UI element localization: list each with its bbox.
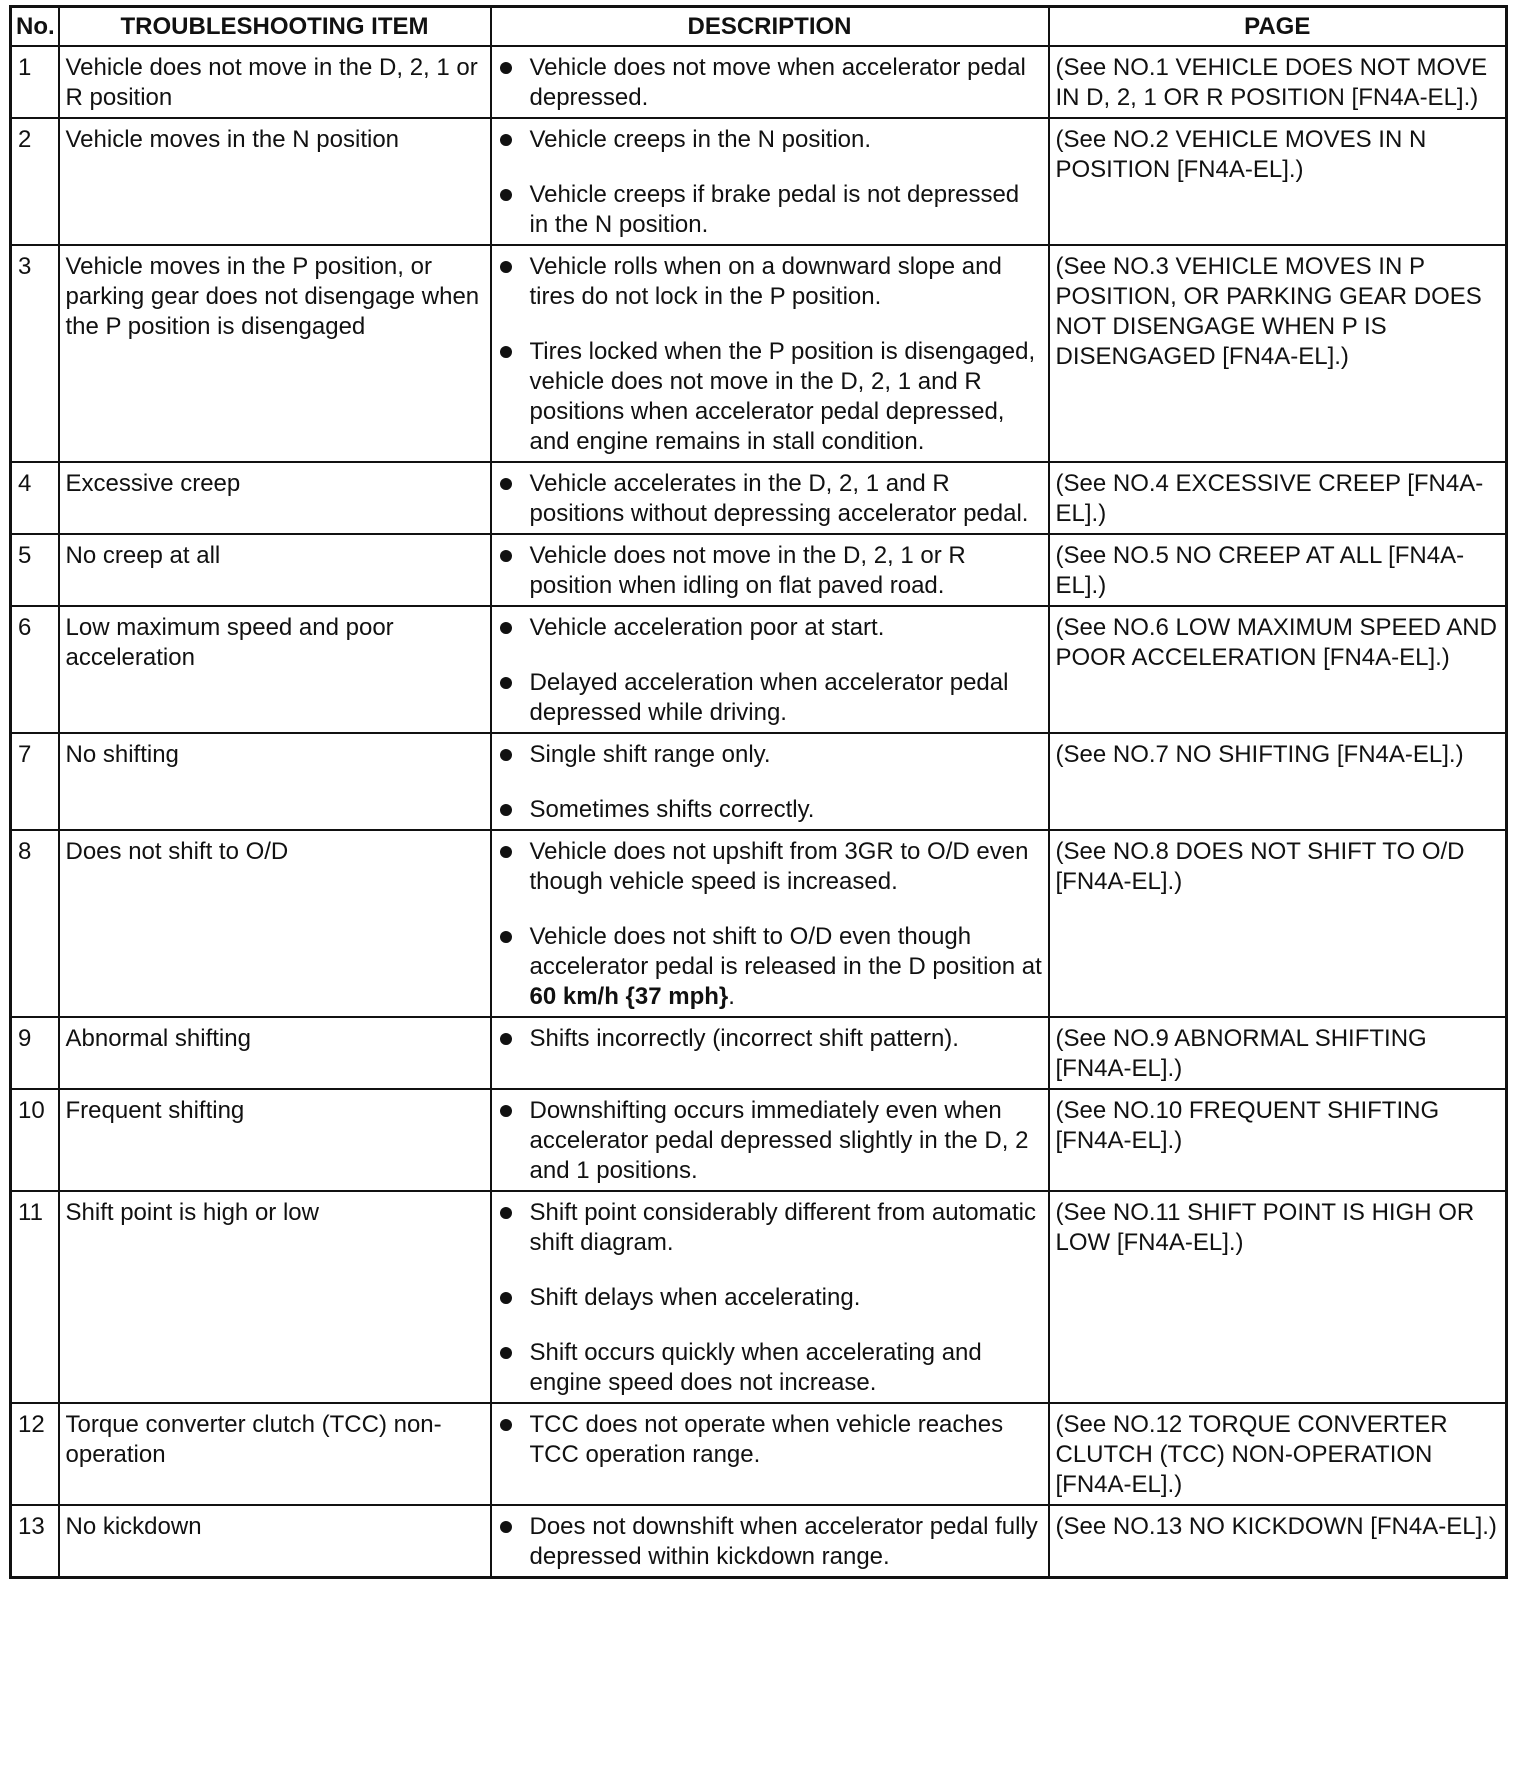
description-bullet [498,337,1044,457]
table-row [11,1017,1507,1089]
bullet-icon [500,931,512,943]
description-bullet [498,795,1044,825]
description-bullet [498,613,1044,643]
troubleshooting-table [9,5,1508,1579]
table-row [11,245,1507,462]
description-text: Single shift range only. [529,741,771,768]
description-bullet [498,252,1044,312]
troubleshooting-item: Frequent shifting [59,1089,491,1191]
description-text: Vehicle rolls when on a downward slope and tires do not lock in the P position. [529,253,1002,310]
troubleshooting-page [9,5,1505,1579]
header-description: DESCRIPTION [491,7,1049,47]
row-number: 3 [11,245,59,462]
troubleshooting-item: Shift point is high or low [59,1191,491,1403]
row-number: 1 [11,46,59,118]
description-bullet [498,668,1044,728]
description-text: Delayed acceleration when accelerator pedal depressed while driving. [529,669,1009,726]
description-cell [491,46,1049,118]
description-text: Shift point considerably different from automatic shift diagram. [529,1199,1036,1256]
table-row [11,462,1507,534]
table-row [11,1191,1507,1403]
bullet-icon [500,261,512,273]
troubleshooting-item: Abnormal shifting [59,1017,491,1089]
header-troubleshooting-item: TROUBLESHOOTING ITEM [59,7,491,47]
page-reference: (See NO.2 VEHICLE MOVES IN N POSITION [FN4A-EL].) [1049,118,1507,245]
description-bullet [498,469,1044,529]
description-text: Vehicle creeps if brake pedal is not depressed in the N position. [529,181,1020,238]
troubleshooting-item: Low maximum speed and poor acceleration [59,606,491,733]
description-text-end: . [728,983,735,1010]
troubleshooting-item: Excessive creep [59,462,491,534]
troubleshooting-item: Vehicle does not move in the D, 2, 1 or R position [59,46,491,118]
table-header-row [11,7,1507,47]
bullet-icon [500,189,512,201]
description-text: Shift delays when accelerating. [529,1284,861,1311]
description-text: Vehicle creeps in the N position. [529,126,872,153]
bullet-icon [500,1033,512,1045]
description-text: Shifts incorrectly (incorrect shift pattern). [529,1025,959,1052]
description-text: Does not downshift when accelerator pedal fully depressed within kickdown range. [529,1513,1038,1570]
bullet-icon [500,1207,512,1219]
bullet-icon [500,478,512,490]
table-row [11,1089,1507,1191]
description-text: Vehicle does not move when accelerator pedal depressed. [529,54,1026,111]
page-reference: (See NO.4 EXCESSIVE CREEP [FN4A-EL].) [1049,462,1507,534]
table-row [11,534,1507,606]
table-row [11,1505,1507,1578]
header-page: PAGE [1049,7,1507,47]
bullet-icon [500,1292,512,1304]
description-cell [491,462,1049,534]
description-bullet [498,180,1044,240]
row-number: 8 [11,830,59,1017]
bullet-icon [500,677,512,689]
row-number: 4 [11,462,59,534]
description-cell [491,1505,1049,1578]
row-number: 6 [11,606,59,733]
bullet-icon [500,1419,512,1431]
row-number: 11 [11,1191,59,1403]
troubleshooting-item: No creep at all [59,534,491,606]
table-row [11,606,1507,733]
troubleshooting-item: Does not shift to O/D [59,830,491,1017]
description-bullet [498,740,1044,770]
troubleshooting-item: Torque converter clutch (TCC) non-operation [59,1403,491,1505]
description-cell [491,245,1049,462]
page-reference: (See NO.3 VEHICLE MOVES IN P POSITION, OR PARKING GEAR DOES NOT DISENGAGE WHEN P IS DISENGAGED [FN4A-EL].) [1049,245,1507,462]
table-row [11,1403,1507,1505]
description-bullet [498,53,1044,113]
row-number: 12 [11,1403,59,1505]
page-reference: (See NO.10 FREQUENT SHIFTING [FN4A-EL].) [1049,1089,1507,1191]
description-text: Tires locked when the P position is disengaged, vehicle does not move in the D, 2, 1 and R positions when accelerator pedal depressed, and engine remains in stall condition. [529,338,1036,455]
description-cell [491,830,1049,1017]
bullet-icon [500,846,512,858]
description-cell [491,534,1049,606]
description-cell [491,1017,1049,1089]
page-reference: (See NO.9 ABNORMAL SHIFTING [FN4A-EL].) [1049,1017,1507,1089]
bullet-icon [500,62,512,74]
description-bullet [498,1198,1044,1258]
page-reference: (See NO.6 LOW MAXIMUM SPEED AND POOR ACCELERATION [FN4A-EL].) [1049,606,1507,733]
description-cell [491,733,1049,830]
row-number: 13 [11,1505,59,1578]
description-cell [491,1191,1049,1403]
header-no: No. [11,7,59,47]
description-bullet [498,541,1044,601]
page-reference: (See NO.13 NO KICKDOWN [FN4A-EL].) [1049,1505,1507,1578]
table-row [11,118,1507,245]
page-reference: (See NO.1 VEHICLE DOES NOT MOVE IN D, 2, 1 OR R POSITION [FN4A-EL].) [1049,46,1507,118]
description-text: Vehicle does not move in the D, 2, 1 or R position when idling on flat paved road. [529,542,966,599]
row-number: 9 [11,1017,59,1089]
description-text: Vehicle accelerates in the D, 2, 1 and R positions without depressing accelerator pedal. [529,470,1029,527]
page-reference: (See NO.7 NO SHIFTING [FN4A-EL].) [1049,733,1507,830]
description-bullet [498,1338,1044,1398]
page-reference: (See NO.11 SHIFT POINT IS HIGH OR LOW [FN4A-EL].) [1049,1191,1507,1403]
bullet-icon [500,622,512,634]
description-cell [491,606,1049,733]
description-cell [491,1403,1049,1505]
description-bullet [498,922,1044,1012]
troubleshooting-item: No shifting [59,733,491,830]
description-text: Vehicle acceleration poor at start. [529,614,885,641]
description-text: Vehicle does not upshift from 3GR to O/D even though vehicle speed is increased. [529,838,1029,895]
description-bullet [498,1283,1044,1313]
bullet-icon [500,346,512,358]
description-bullet [498,1512,1044,1572]
row-number: 10 [11,1089,59,1191]
description-bullet [498,837,1044,897]
description-cell [491,118,1049,245]
page-reference: (See NO.8 DOES NOT SHIFT TO O/D [FN4A-EL].) [1049,830,1507,1017]
table-row [11,733,1507,830]
bullet-icon [500,550,512,562]
bullet-icon [500,1347,512,1359]
row-number: 2 [11,118,59,245]
page-reference: (See NO.12 TORQUE CONVERTER CLUTCH (TCC) NON-OPERATION [FN4A-EL].) [1049,1403,1507,1505]
bullet-icon [500,1521,512,1533]
description-bullet [498,1096,1044,1186]
description-text: TCC does not operate when vehicle reaches TCC operation range. [529,1411,1004,1468]
table-row [11,830,1507,1017]
description-bullet [498,1410,1044,1470]
bullet-icon [500,749,512,761]
description-text: Vehicle does not shift to O/D even though accelerator pedal is released in the D position at [529,923,1042,980]
page-reference: (See NO.5 NO CREEP AT ALL [FN4A-EL].) [1049,534,1507,606]
description-text: Sometimes shifts correctly. [529,796,815,823]
row-number: 5 [11,534,59,606]
troubleshooting-item: Vehicle moves in the P position, or parking gear does not disengage when the P position is disengaged [59,245,491,462]
speed-value: 60 km/h {37 mph} [529,983,729,1010]
description-text: Shift occurs quickly when accelerating and engine speed does not increase. [529,1339,982,1396]
table-row [11,46,1507,118]
bullet-icon [500,804,512,816]
row-number: 7 [11,733,59,830]
description-bullet [498,125,1044,155]
troubleshooting-item: Vehicle moves in the N position [59,118,491,245]
description-bullet [498,1024,1044,1054]
troubleshooting-item: No kickdown [59,1505,491,1578]
description-text: Downshifting occurs immediately even when accelerator pedal depressed slightly in the D, 2 and 1 positions. [529,1097,1029,1184]
bullet-icon [500,1105,512,1117]
description-cell [491,1089,1049,1191]
bullet-icon [500,134,512,146]
